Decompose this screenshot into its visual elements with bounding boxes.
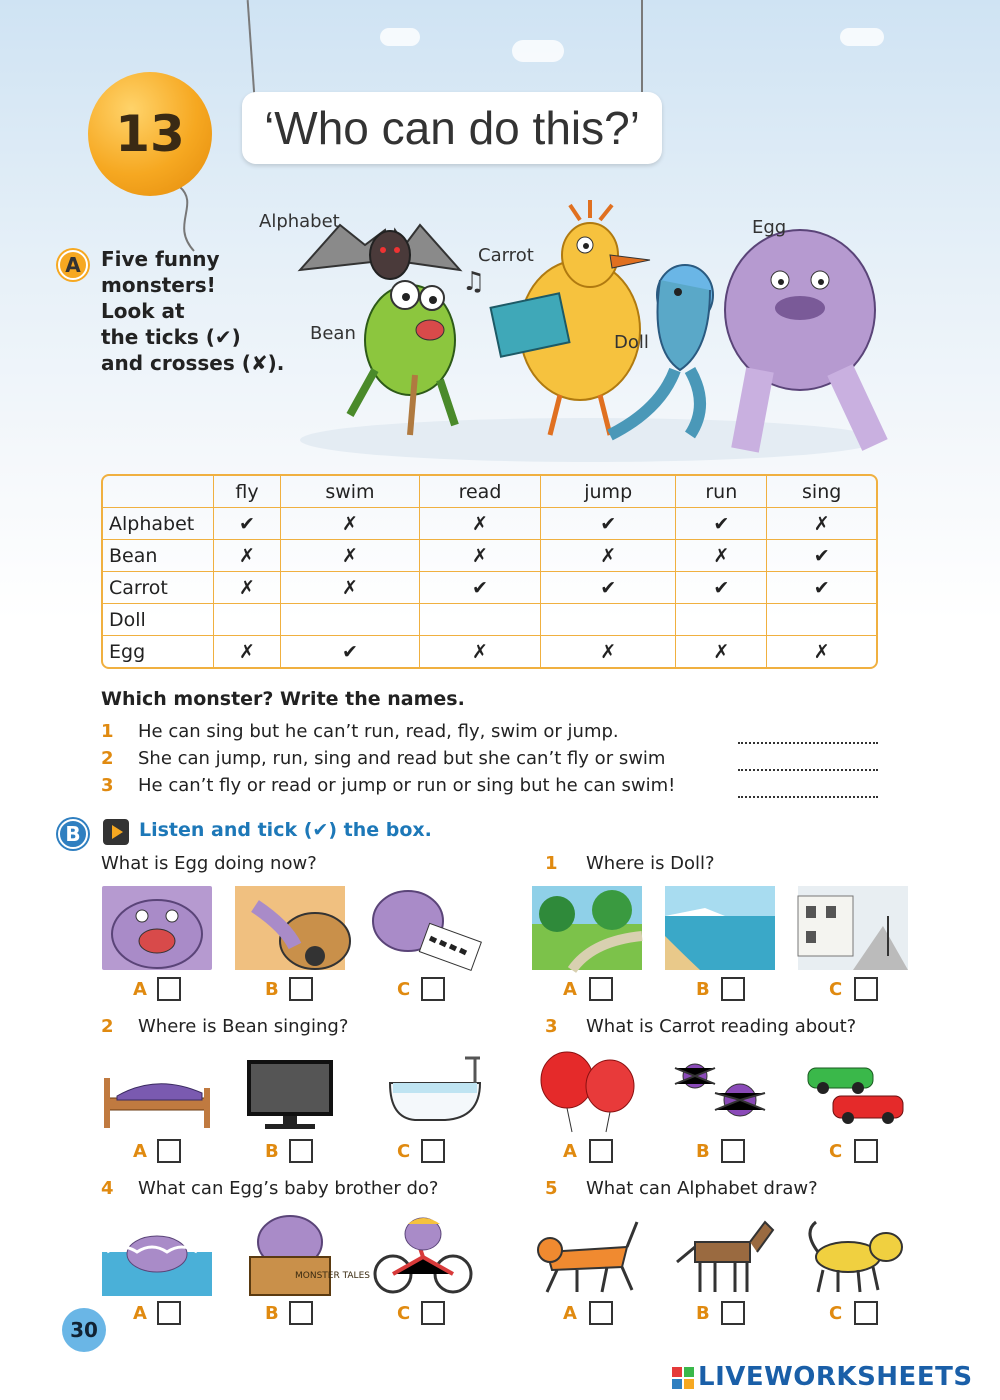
table-cell — [676, 604, 767, 636]
page-title: ‘Who can do this?’ — [264, 102, 640, 154]
table-cell: ✗ — [281, 508, 420, 540]
title-string-left — [247, 0, 256, 96]
answer-field-2[interactable] — [738, 767, 878, 771]
monsters-illustration — [290, 200, 900, 465]
alphabet-bat-icon — [300, 225, 460, 279]
table-cell — [281, 604, 420, 636]
table-header-cell: jump — [541, 476, 676, 508]
reading-picture — [235, 1212, 370, 1296]
question-number: 3 — [101, 775, 114, 796]
television-picture — [245, 1058, 335, 1142]
section-b-badge: B — [58, 819, 88, 849]
option-label: A — [563, 1303, 577, 1324]
question-3 — [101, 775, 676, 796]
page-title-box — [242, 92, 662, 164]
table-header-row — [103, 476, 876, 508]
option-label: B — [696, 979, 710, 1000]
answer-checkbox[interactable] — [289, 1139, 313, 1163]
table-cell — [214, 604, 281, 636]
table-cell: ✗ — [541, 540, 676, 572]
table-corner-cell — [103, 476, 214, 508]
balloon-string — [170, 185, 210, 255]
question-1 — [101, 721, 619, 742]
cycling-picture — [368, 1212, 478, 1296]
bed-picture — [102, 1048, 212, 1132]
horse-drawing-picture — [665, 1212, 775, 1296]
cloud — [380, 28, 420, 46]
section-b-instruction: Listen and tick (✔) the box. — [139, 819, 432, 841]
answer-checkbox[interactable] — [854, 1301, 878, 1325]
question-heading: Which monster? Write the names. — [101, 688, 465, 710]
option-label: C — [397, 1303, 411, 1324]
carrot-bird-icon — [491, 200, 650, 435]
answer-checkbox[interactable] — [421, 977, 445, 1001]
abilities-table — [101, 474, 878, 669]
table-row — [103, 636, 876, 667]
option-label: A — [133, 1303, 147, 1324]
answer-checkbox[interactable] — [589, 1139, 613, 1163]
balloons-picture — [532, 1048, 642, 1132]
option-label: B — [696, 1141, 710, 1162]
option-label: A — [133, 979, 147, 1000]
egg-piano-picture — [368, 886, 478, 970]
answer-checkbox[interactable] — [289, 1301, 313, 1325]
cars-picture — [798, 1048, 908, 1132]
egg-monster-icon — [725, 230, 875, 450]
option-label: C — [397, 979, 411, 1000]
cloud — [512, 40, 564, 62]
table-header-cell: sing — [767, 476, 876, 508]
cat-drawing-picture — [532, 1212, 642, 1296]
table-cell: ✔ — [676, 572, 767, 604]
table-cell: ✗ — [281, 572, 420, 604]
label-doll: Doll — [614, 332, 649, 353]
brand-name: LIVEWORKSHEETS — [698, 1362, 973, 1392]
egg-eating-picture — [102, 886, 212, 970]
answer-checkbox[interactable] — [854, 1139, 878, 1163]
table-cell: ✗ — [676, 540, 767, 572]
title-string-right — [641, 0, 643, 96]
section-a-instruction: Five funny monsters! Look at the ticks (✔) and crosses (✘). — [101, 247, 285, 375]
table-row — [103, 540, 876, 572]
unit-number: 13 — [115, 105, 185, 163]
table-cell: ✔ — [420, 572, 541, 604]
b-question-1: 1 Where is Doll? — [545, 853, 715, 874]
table-cell: ✗ — [214, 540, 281, 572]
table-row-name: Bean — [103, 540, 214, 572]
book-title: MONSTER TALES — [295, 1271, 370, 1281]
b-question-3: 3 What is Carrot reading about? — [545, 1016, 857, 1037]
table-row-name: Alphabet — [103, 508, 214, 540]
section-a-badge: A — [58, 250, 88, 280]
answer-checkbox[interactable] — [289, 977, 313, 1001]
table-cell: ✔ — [541, 572, 676, 604]
question-text: He can’t fly or read or jump or run or sing but he can swim! — [138, 775, 676, 796]
option-label: B — [265, 979, 279, 1000]
option-label: B — [265, 1141, 279, 1162]
table-cell: ✗ — [420, 540, 541, 572]
b-question-4: 4 What can Egg’s baby brother do? — [101, 1178, 439, 1199]
table-cell: ✔ — [541, 508, 676, 540]
label-alphabet: Alphabet — [259, 211, 340, 232]
question-number: 1 — [101, 721, 114, 742]
option-label: C — [829, 1141, 843, 1162]
spiders-picture — [665, 1048, 775, 1132]
b-question-5: 5 What can Alphabet draw? — [545, 1178, 818, 1199]
label-bean: Bean — [310, 323, 356, 344]
b-question-example: What is Egg doing now? — [101, 853, 317, 874]
table-header-cell: run — [676, 476, 767, 508]
table-row — [103, 604, 876, 636]
park-picture — [532, 886, 642, 970]
answer-checkbox[interactable] — [157, 1301, 181, 1325]
table-cell: ✔ — [767, 540, 876, 572]
b-question-2: 2 Where is Bean singing? — [101, 1016, 349, 1037]
answer-checkbox[interactable] — [721, 1301, 745, 1325]
answer-checkbox[interactable] — [157, 1139, 181, 1163]
play-audio-icon[interactable] — [103, 819, 129, 845]
option-label: C — [829, 1303, 843, 1324]
page-number: 30 — [62, 1308, 106, 1352]
table-row — [103, 508, 876, 540]
dog-drawing-picture — [798, 1212, 908, 1296]
answer-checkbox[interactable] — [157, 977, 181, 1001]
table-cell: ✗ — [541, 636, 676, 667]
table-cell — [767, 604, 876, 636]
answer-checkbox[interactable] — [421, 1139, 445, 1163]
table-cell: ✗ — [214, 636, 281, 667]
table-cell: ✔ — [214, 508, 281, 540]
option-label: B — [696, 1303, 710, 1324]
answer-checkbox[interactable] — [721, 1139, 745, 1163]
table-cell: ✗ — [676, 636, 767, 667]
table-cell — [420, 604, 541, 636]
brand-logo-icon — [672, 1367, 694, 1389]
question-text: She can jump, run, sing and read but she can’t fly or swim — [138, 748, 666, 769]
answer-field-3[interactable] — [738, 794, 878, 798]
label-carrot: Carrot — [478, 245, 534, 266]
table-cell: ✔ — [281, 636, 420, 667]
swimming-picture — [102, 1212, 212, 1296]
svg-text:♫: ♫ — [462, 267, 486, 297]
question-number: 2 — [101, 748, 114, 769]
table-cell: ✗ — [420, 508, 541, 540]
beach-picture — [665, 886, 775, 970]
option-label: A — [133, 1141, 147, 1162]
answer-checkbox[interactable] — [421, 1301, 445, 1325]
option-label: B — [265, 1303, 279, 1324]
table-row-name: Egg — [103, 636, 214, 667]
cloud — [840, 28, 884, 46]
street-picture — [798, 886, 908, 970]
table-header-cell: fly — [214, 476, 281, 508]
table-cell: ✗ — [281, 540, 420, 572]
table-cell: ✗ — [813, 640, 830, 663]
table-row-name: Carrot — [103, 572, 214, 604]
question-2 — [101, 748, 666, 769]
bean-frog-icon — [350, 281, 455, 435]
table-header-cell: swim — [281, 476, 420, 508]
table-header-cell: read — [420, 476, 541, 508]
option-label: A — [563, 1141, 577, 1162]
table-row — [103, 572, 876, 604]
egg-guitar-picture — [235, 886, 345, 970]
table-cell — [541, 604, 676, 636]
option-label: C — [829, 979, 843, 1000]
table-cell: ✗ — [767, 508, 876, 540]
question-text: He can sing but he can’t run, read, fly, swim or jump. — [138, 721, 619, 742]
bath-picture — [385, 1048, 495, 1132]
option-label: C — [397, 1141, 411, 1162]
answer-checkbox[interactable] — [589, 977, 613, 1001]
table-cell: ✔ — [676, 508, 767, 540]
table-cell: ✗ — [420, 636, 541, 667]
label-egg: Egg — [752, 217, 787, 238]
answer-checkbox[interactable] — [854, 977, 878, 1001]
answer-checkbox[interactable] — [721, 977, 745, 1001]
table-cell: ✗ — [214, 572, 281, 604]
table-cell: ✔ — [767, 572, 876, 604]
answer-checkbox[interactable] — [589, 1301, 613, 1325]
option-label: A — [563, 979, 577, 1000]
table-row-name: Doll — [103, 604, 214, 636]
answer-field-1[interactable] — [738, 740, 878, 744]
unit-number-balloon — [88, 72, 212, 196]
